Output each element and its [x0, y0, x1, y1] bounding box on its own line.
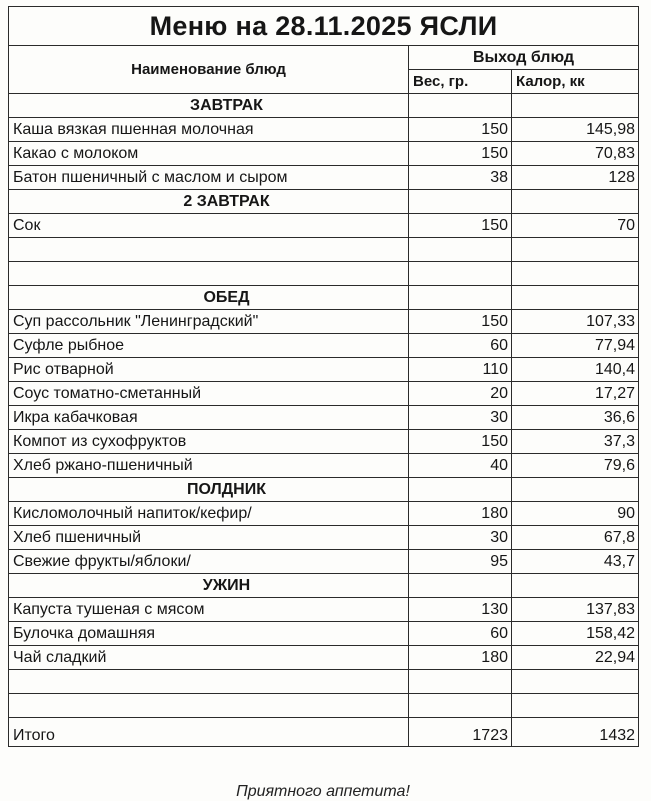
dish-weight: 150	[409, 142, 512, 166]
dish-name: Какао с молоком	[9, 142, 409, 166]
dish-calories: 70,83	[512, 142, 639, 166]
total-label: Итого	[9, 718, 409, 747]
page-title: Меню на 28.11.2025 ЯСЛИ	[9, 7, 639, 46]
dish-name: Батон пшеничный с маслом и сыром	[9, 166, 409, 190]
dish-name: Хлеб пшеничный	[9, 526, 409, 550]
dish-calories: 17,27	[512, 382, 639, 406]
empty-row	[9, 670, 639, 694]
dish-calories: 43,7	[512, 550, 639, 574]
dish-weight: 20	[409, 382, 512, 406]
table-row	[9, 430, 639, 454]
dish-weight: 60	[409, 622, 512, 646]
dish-name: Хлеб ржано-пшеничный	[9, 454, 409, 478]
table-row	[9, 142, 639, 166]
dish-calories: 158,42	[512, 622, 639, 646]
menu-table	[8, 6, 639, 747]
dish-name: Каша вязкая пшенная молочная	[9, 118, 409, 142]
table-row	[9, 526, 639, 550]
table-row	[9, 550, 639, 574]
dish-weight: 150	[409, 430, 512, 454]
table-row	[9, 502, 639, 526]
table-row	[9, 214, 639, 238]
dish-weight: 180	[409, 646, 512, 670]
dish-calories: 90	[512, 502, 639, 526]
column-header-name: Наименование блюд	[9, 46, 409, 94]
dish-name: Компот из сухофруктов	[9, 430, 409, 454]
dish-name: Сок	[9, 214, 409, 238]
footer-note: Приятного аппетита!	[236, 783, 410, 800]
section-title: УЖИН	[9, 574, 409, 598]
dish-weight: 60	[409, 334, 512, 358]
dish-name: Соус томатно-сметанный	[9, 382, 409, 406]
total-row	[9, 718, 639, 747]
dish-calories: 79,6	[512, 454, 639, 478]
column-header-output: Выход блюд	[409, 46, 639, 70]
dish-calories: 140,4	[512, 358, 639, 382]
dish-name: Суп рассольник "Ленинградский"	[9, 310, 409, 334]
empty-row	[9, 238, 639, 262]
empty-row	[9, 262, 639, 286]
dish-calories: 67,8	[512, 526, 639, 550]
header-row	[9, 46, 639, 70]
dish-weight: 38	[409, 166, 512, 190]
total-calories: 1432	[512, 718, 639, 747]
dish-calories: 107,33	[512, 310, 639, 334]
total-weight: 1723	[409, 718, 512, 747]
table-row	[9, 310, 639, 334]
section-row-breakfast	[9, 94, 639, 118]
dish-name: Суфле рыбное	[9, 334, 409, 358]
dish-name: Капуста тушеная с мясом	[9, 598, 409, 622]
dish-calories: 70	[512, 214, 639, 238]
table-row	[9, 166, 639, 190]
table-row	[9, 454, 639, 478]
table-row	[9, 382, 639, 406]
empty-row	[9, 694, 639, 718]
table-row	[9, 334, 639, 358]
dish-name: Икра кабачковая	[9, 406, 409, 430]
dish-weight: 150	[409, 310, 512, 334]
dish-name: Булочка домашняя	[9, 622, 409, 646]
dish-weight: 180	[409, 502, 512, 526]
dish-weight: 110	[409, 358, 512, 382]
dish-calories: 128	[512, 166, 639, 190]
title-row	[9, 7, 639, 46]
column-header-calories: Калор, кк	[512, 70, 639, 94]
table-row	[9, 598, 639, 622]
dish-calories: 22,94	[512, 646, 639, 670]
dish-weight: 40	[409, 454, 512, 478]
dish-calories: 145,98	[512, 118, 639, 142]
section-row-dinner	[9, 574, 639, 598]
section-title: ЗАВТРАК	[9, 94, 409, 118]
section-row-snack	[9, 478, 639, 502]
section-row-lunch	[9, 286, 639, 310]
dish-name: Свежие фрукты/яблоки/	[9, 550, 409, 574]
table-row	[9, 622, 639, 646]
dish-weight: 30	[409, 406, 512, 430]
table-row	[9, 118, 639, 142]
table-row	[9, 358, 639, 382]
dish-calories: 36,6	[512, 406, 639, 430]
section-title: 2 ЗАВТРАК	[9, 190, 409, 214]
column-header-weight: Вес, гр.	[409, 70, 512, 94]
dish-name: Чай сладкий	[9, 646, 409, 670]
table-row	[9, 406, 639, 430]
dish-calories: 137,83	[512, 598, 639, 622]
dish-name: Рис отварной	[9, 358, 409, 382]
dish-calories: 37,3	[512, 430, 639, 454]
dish-weight: 150	[409, 214, 512, 238]
section-title: ПОЛДНИК	[9, 478, 409, 502]
section-row-second-breakfast	[9, 190, 639, 214]
dish-weight: 30	[409, 526, 512, 550]
section-title: ОБЕД	[9, 286, 409, 310]
table-row	[9, 646, 639, 670]
dish-calories: 77,94	[512, 334, 639, 358]
dish-name: Кисломолочный напиток/кефир/	[9, 502, 409, 526]
dish-weight: 130	[409, 598, 512, 622]
dish-weight: 95	[409, 550, 512, 574]
dish-weight: 150	[409, 118, 512, 142]
